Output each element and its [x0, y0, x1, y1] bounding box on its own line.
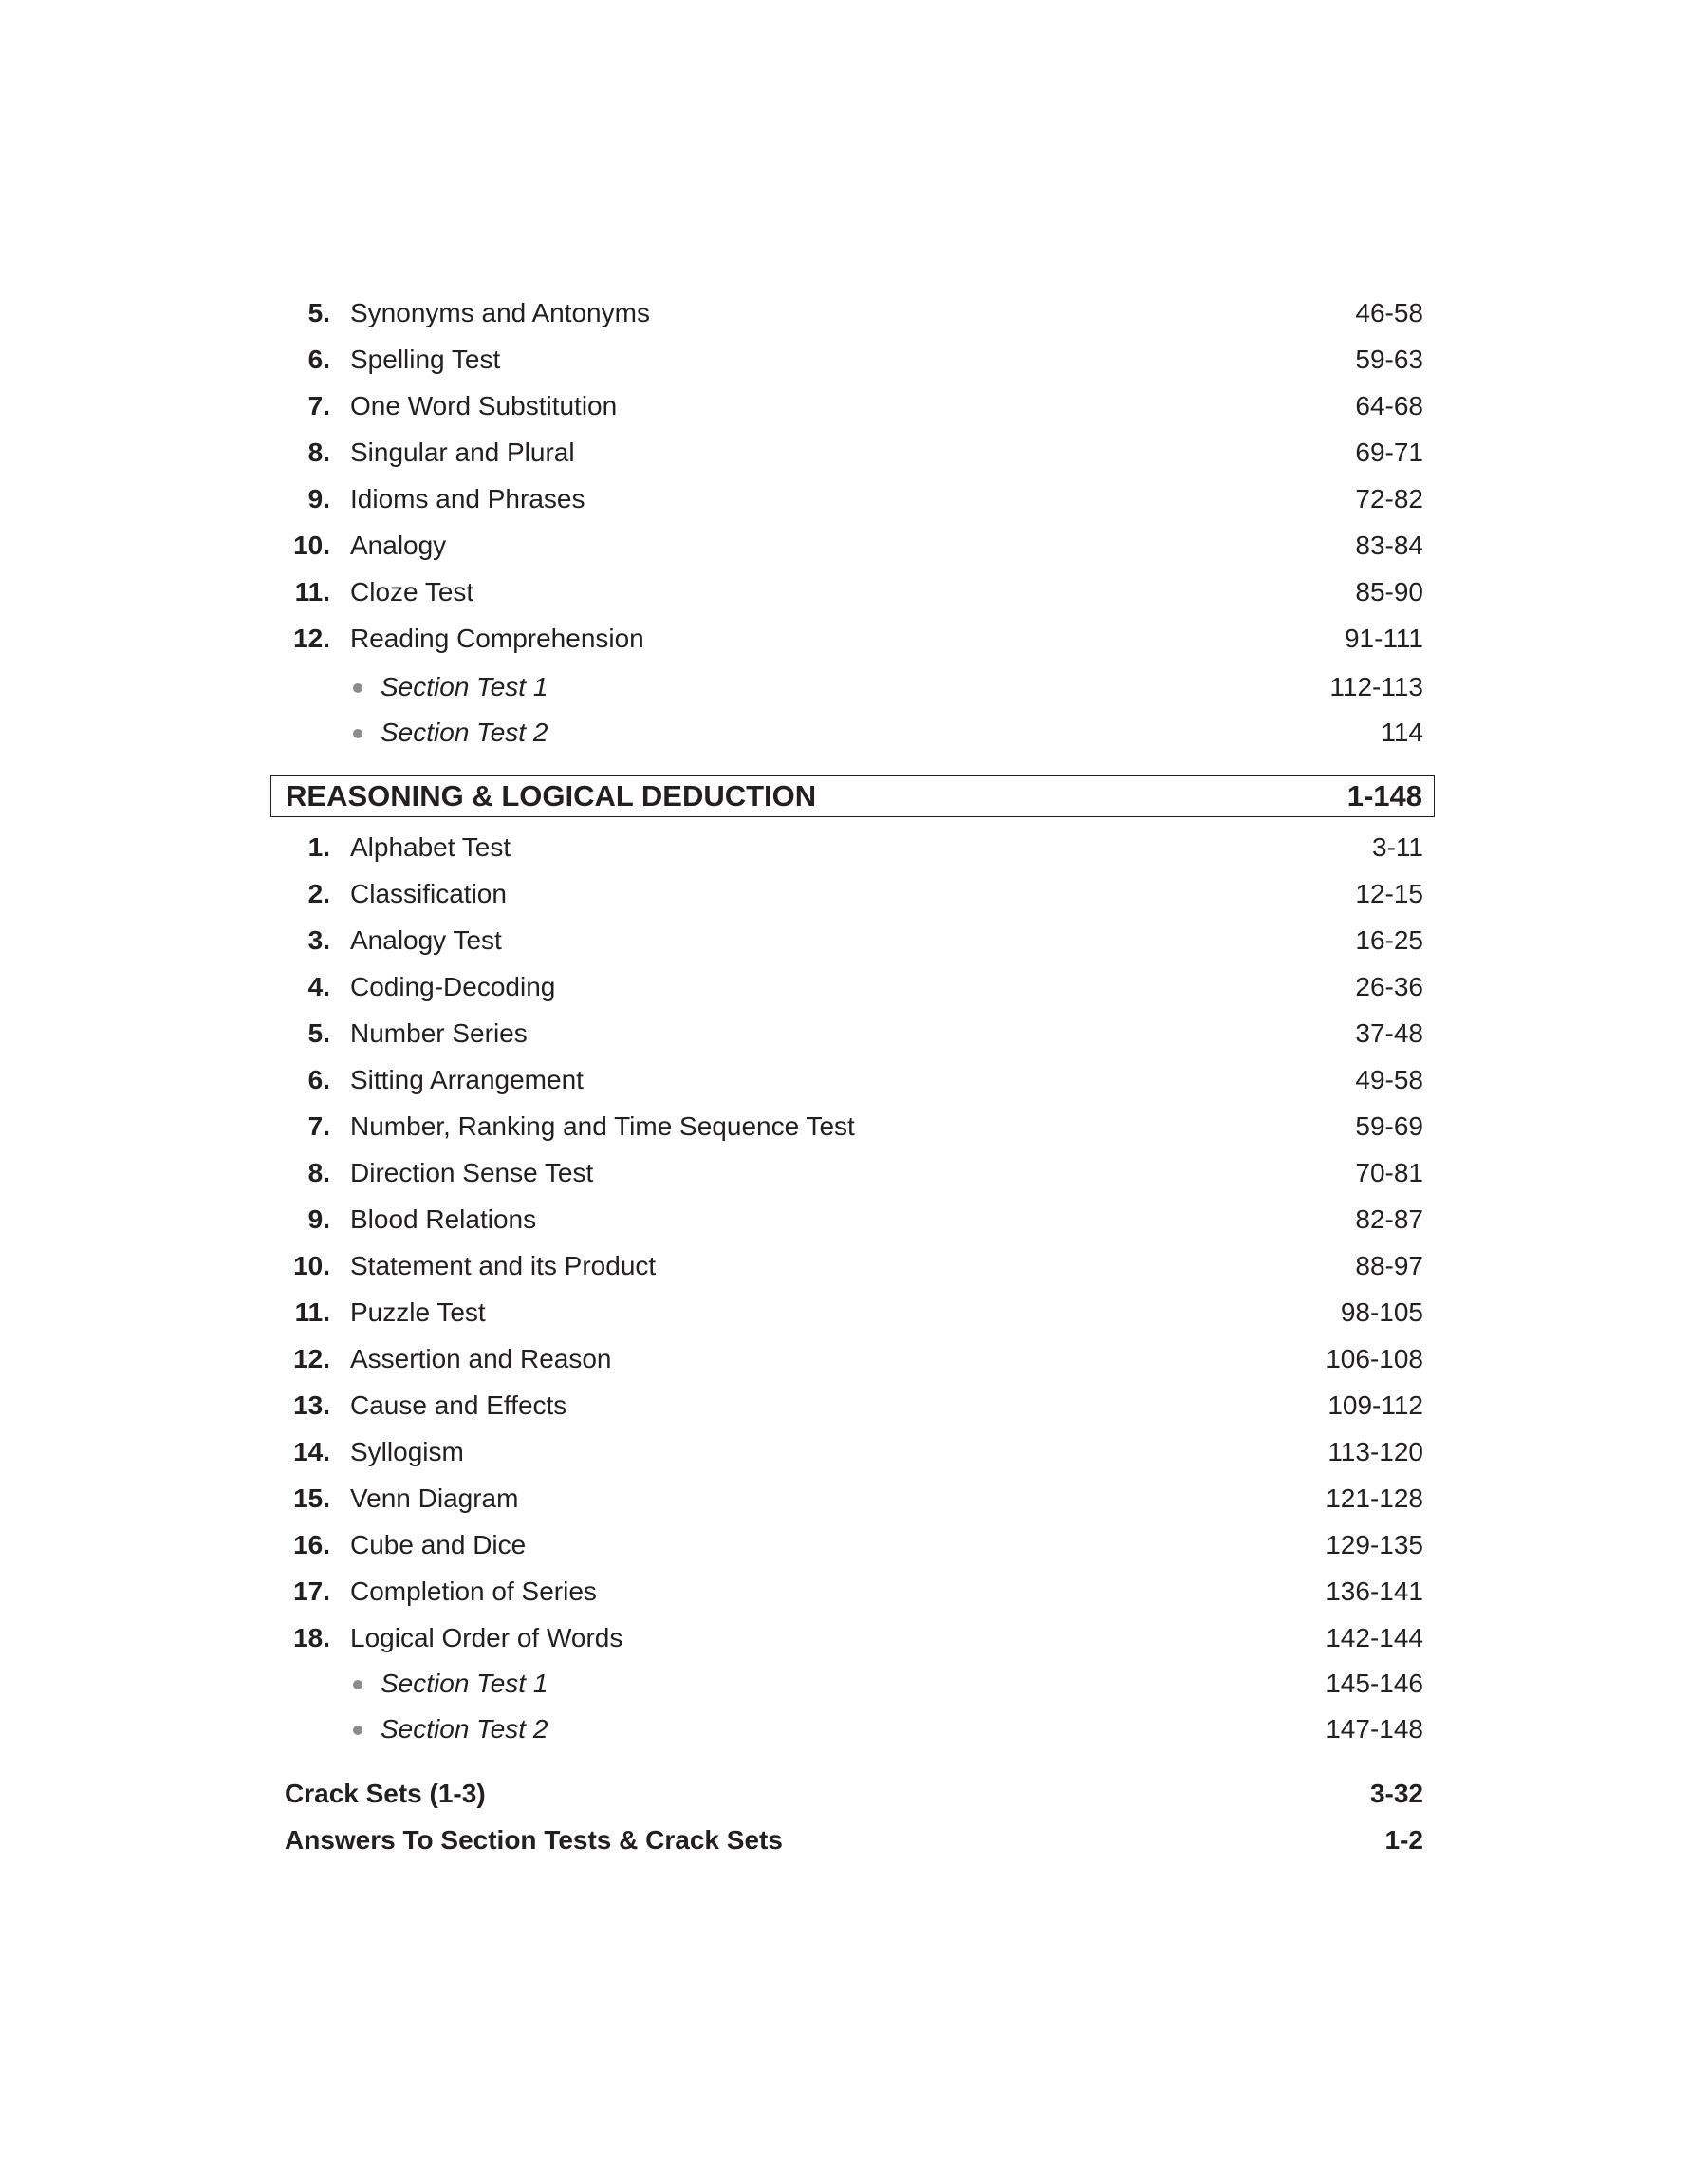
chapter-title: Cause and Effects	[350, 1390, 567, 1420]
toc-entry	[285, 825, 1423, 870]
chapter-number: 8.	[307, 1158, 330, 1187]
chapter-number: 17.	[293, 1577, 330, 1606]
toc-entry	[285, 1290, 1423, 1335]
page-range: 129-135	[1326, 1530, 1423, 1559]
toc-entry	[285, 1197, 1423, 1242]
chapter-number: 13.	[293, 1390, 330, 1420]
chapter-number: 1.	[307, 832, 330, 862]
page-range: 112-113	[1329, 672, 1423, 701]
toc-entry	[285, 1476, 1423, 1521]
chapter-number: 16.	[293, 1530, 330, 1559]
chapter-title: Cube and Dice	[350, 1530, 527, 1559]
extra-title: Crack Sets (1-3)	[285, 1779, 486, 1808]
chapter-title: Blood Relations	[350, 1204, 537, 1234]
chapter-number: 5.	[307, 1018, 330, 1048]
chapter-number: 9.	[307, 1204, 330, 1234]
section-page-range: 1-148	[1346, 779, 1422, 812]
chapter-title: Coding-Decoding	[350, 972, 556, 1001]
page-range: 98-105	[1340, 1297, 1423, 1327]
chapter-number: 12.	[293, 1344, 330, 1373]
page-range: 16-25	[1355, 925, 1423, 955]
toc-entry	[285, 337, 1423, 382]
toc-entry	[285, 1522, 1423, 1568]
section-test-entry	[285, 664, 1423, 710]
chapter-number: 18.	[293, 1623, 330, 1652]
chapter-title: Singular and Plural	[350, 438, 575, 467]
chapter-title: Analogy	[350, 531, 447, 560]
extra-entry	[285, 1771, 1423, 1817]
toc-entry	[285, 616, 1423, 662]
page-range: 113-120	[1327, 1437, 1423, 1466]
page-range: 69-71	[1355, 438, 1423, 467]
chapter-title: Analogy Test	[350, 925, 502, 955]
page-range: 46-58	[1355, 298, 1423, 327]
chapter-number: 9.	[307, 484, 330, 513]
chapter-number: 7.	[307, 1111, 330, 1141]
chapter-title: Puzzle Test	[350, 1297, 486, 1327]
toc-entry	[285, 1057, 1423, 1103]
chapter-title: One Word Substitution	[350, 391, 618, 420]
page-range: 114	[1381, 718, 1423, 747]
page-range: 72-82	[1355, 484, 1423, 513]
page-range: 59-63	[1355, 345, 1423, 374]
page-range: 109-112	[1327, 1390, 1423, 1420]
page-range: 106-108	[1326, 1344, 1423, 1373]
toc-entry	[285, 1336, 1423, 1382]
page-range: 136-141	[1326, 1577, 1423, 1606]
page-range: 3-11	[1372, 832, 1423, 862]
page-range: 145-146	[1326, 1669, 1423, 1698]
page-range: 85-90	[1355, 577, 1423, 606]
chapter-number: 14.	[293, 1437, 330, 1466]
page-range: 37-48	[1355, 1018, 1423, 1048]
toc-entry	[285, 918, 1423, 963]
page-range: 49-58	[1355, 1065, 1423, 1094]
chapter-title: Number Series	[350, 1018, 528, 1048]
page-range: 147-148	[1326, 1714, 1423, 1744]
toc-entry	[285, 476, 1423, 522]
page-range: 121-128	[1326, 1483, 1423, 1513]
page-range: 83-84	[1355, 531, 1423, 560]
section-test-entry	[285, 1707, 1423, 1752]
chapter-title: Number, Ranking and Time Sequence Test	[350, 1111, 855, 1141]
page-range: 12-15	[1355, 879, 1423, 908]
chapter-number: 7.	[307, 391, 330, 420]
chapter-title: Alphabet Test	[350, 832, 511, 862]
bullet-icon	[353, 729, 362, 738]
chapter-title: Synonyms and Antonyms	[350, 298, 650, 327]
toc-entry	[285, 1429, 1423, 1475]
chapter-number: 2.	[307, 879, 330, 908]
chapter-title: Statement and its Product	[350, 1251, 657, 1280]
section-test-title: Section Test 1	[381, 672, 548, 701]
toc-entry	[285, 964, 1423, 1010]
chapter-number: 6.	[307, 345, 330, 374]
chapter-title: Cloze Test	[350, 577, 474, 606]
page-range: 1-2	[1384, 1825, 1423, 1855]
toc-entry	[285, 1569, 1423, 1614]
page-range: 88-97	[1355, 1251, 1423, 1280]
toc-entry	[285, 290, 1423, 336]
bullet-icon	[353, 683, 362, 693]
chapter-title: Classification	[350, 879, 507, 908]
page-range: 64-68	[1355, 391, 1423, 420]
chapter-title: Logical Order of Words	[350, 1623, 623, 1652]
chapter-number: 4.	[307, 972, 330, 1001]
chapter-number: 12.	[293, 624, 330, 653]
toc-entry	[285, 1011, 1423, 1056]
page-range: 82-87	[1355, 1204, 1423, 1234]
bullet-icon	[353, 1680, 362, 1689]
chapter-title: Sitting Arrangement	[350, 1065, 584, 1094]
section-test-entry	[285, 1661, 1423, 1707]
toc-entry	[285, 569, 1423, 615]
toc-entry	[285, 523, 1423, 569]
section-header	[270, 775, 1435, 817]
chapter-number: 11.	[294, 1297, 330, 1327]
chapter-number: 3.	[307, 925, 330, 955]
toc-entry	[285, 430, 1423, 476]
chapter-number: 5.	[307, 298, 330, 327]
chapter-title: Completion of Series	[350, 1577, 597, 1606]
chapter-number: 6.	[307, 1065, 330, 1094]
section-test-entry	[285, 710, 1423, 756]
toc-entry	[285, 1615, 1423, 1661]
chapter-number: 15.	[293, 1483, 330, 1513]
toc-entry	[285, 1104, 1423, 1149]
chapter-number: 10.	[293, 531, 330, 560]
extra-title: Answers To Section Tests & Crack Sets	[285, 1825, 783, 1855]
toc-entry	[285, 1243, 1423, 1289]
section-test-title: Section Test 2	[381, 1714, 548, 1744]
page-range: 26-36	[1355, 972, 1423, 1001]
toc-entry	[285, 383, 1423, 429]
page-range: 59-69	[1355, 1111, 1423, 1141]
chapter-title: Idioms and Phrases	[350, 484, 585, 513]
chapter-title: Spelling Test	[350, 345, 501, 374]
chapter-title: Direction Sense Test	[350, 1158, 594, 1187]
chapter-title: Syllogism	[350, 1437, 464, 1466]
page-range: 142-144	[1326, 1623, 1423, 1652]
section-test-title: Section Test 2	[381, 718, 548, 747]
toc-entry	[285, 871, 1423, 917]
page-range: 70-81	[1355, 1158, 1423, 1187]
extra-entry	[285, 1818, 1423, 1863]
section-title: REASONING & LOGICAL DEDUCTION	[286, 779, 817, 812]
chapter-title: Assertion and Reason	[350, 1344, 612, 1373]
chapter-number: 8.	[307, 438, 330, 467]
chapter-title: Reading Comprehension	[350, 624, 644, 653]
bullet-icon	[353, 1726, 362, 1735]
toc-entry	[285, 1383, 1423, 1428]
chapter-title: Venn Diagram	[350, 1483, 519, 1513]
page-range: 91-111	[1344, 624, 1423, 653]
chapter-number: 10.	[293, 1251, 330, 1280]
chapter-number: 11.	[294, 577, 330, 606]
page-range: 3-32	[1369, 1779, 1423, 1808]
toc-entry	[285, 1150, 1423, 1196]
section-test-title: Section Test 1	[381, 1669, 548, 1698]
